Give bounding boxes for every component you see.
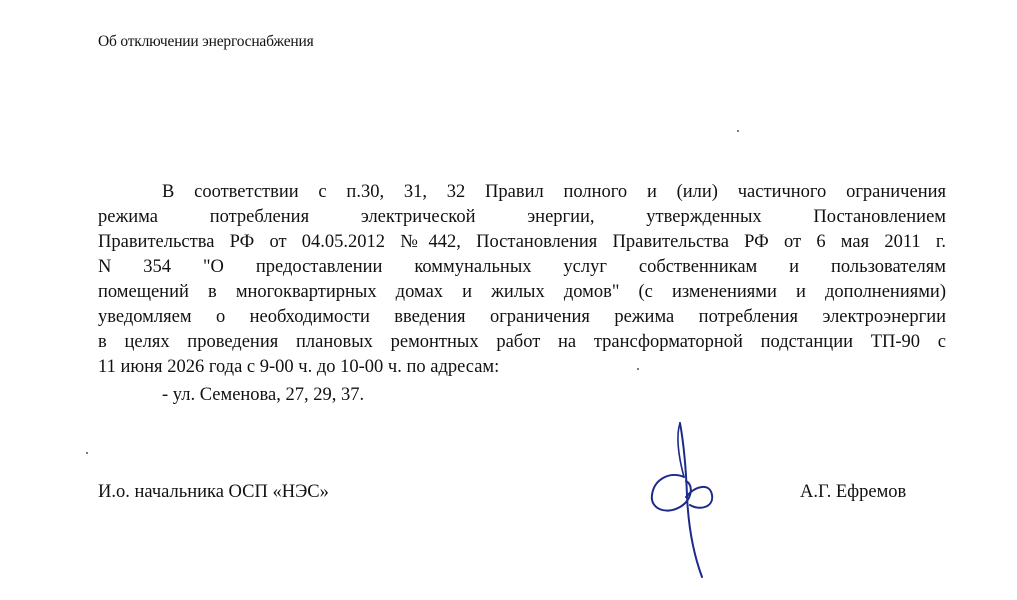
signature-loop: [652, 475, 691, 511]
document-subject: Об отключении энергоснабжения: [98, 33, 314, 50]
signer-name: А.Г. Ефремов: [800, 482, 907, 502]
scan-speck: [637, 368, 639, 370]
scan-speck: [86, 452, 88, 454]
signature-stroke: [680, 423, 702, 577]
paragraph-line: режима потребления электрической энергии, утвержденных Постановлением: [98, 207, 946, 227]
address-line: - ул. Семенова, 27, 29, 37.: [162, 385, 365, 405]
paragraph-line: помещений в многоквартирных домах и жилых домов" (с изменениями и дополнениями): [98, 282, 946, 302]
scan-speck: [737, 130, 739, 132]
paragraph-line: в целях проведения плановых ремонтных работ на трансформаторной подстанции ТП-90 с: [98, 332, 946, 352]
signer-title: И.о. начальника ОСП «НЭС»: [98, 482, 329, 502]
notice-paragraph: [98, 180, 946, 380]
paragraph-line: N 354 "О предоставлении коммунальных услуг собственникам и пользователям: [98, 257, 946, 277]
paragraph-line: В соответствии с п.30, 31, 32 Правил полного и (или) частичного ограничения: [162, 182, 946, 202]
paragraph-line: уведомляем о необходимости введения ограничения режима потребления электроэнергии: [98, 307, 946, 327]
paragraph-line: Правительства РФ от 04.05.2012 №442, Постановления Правительства РФ от 6 мая 2011 г.: [98, 232, 946, 252]
handwritten-signature: [640, 415, 725, 585]
paragraph-line: 11 июня 2026 года с 9-00 ч. до 10-00 ч. по адресам:: [98, 357, 500, 377]
